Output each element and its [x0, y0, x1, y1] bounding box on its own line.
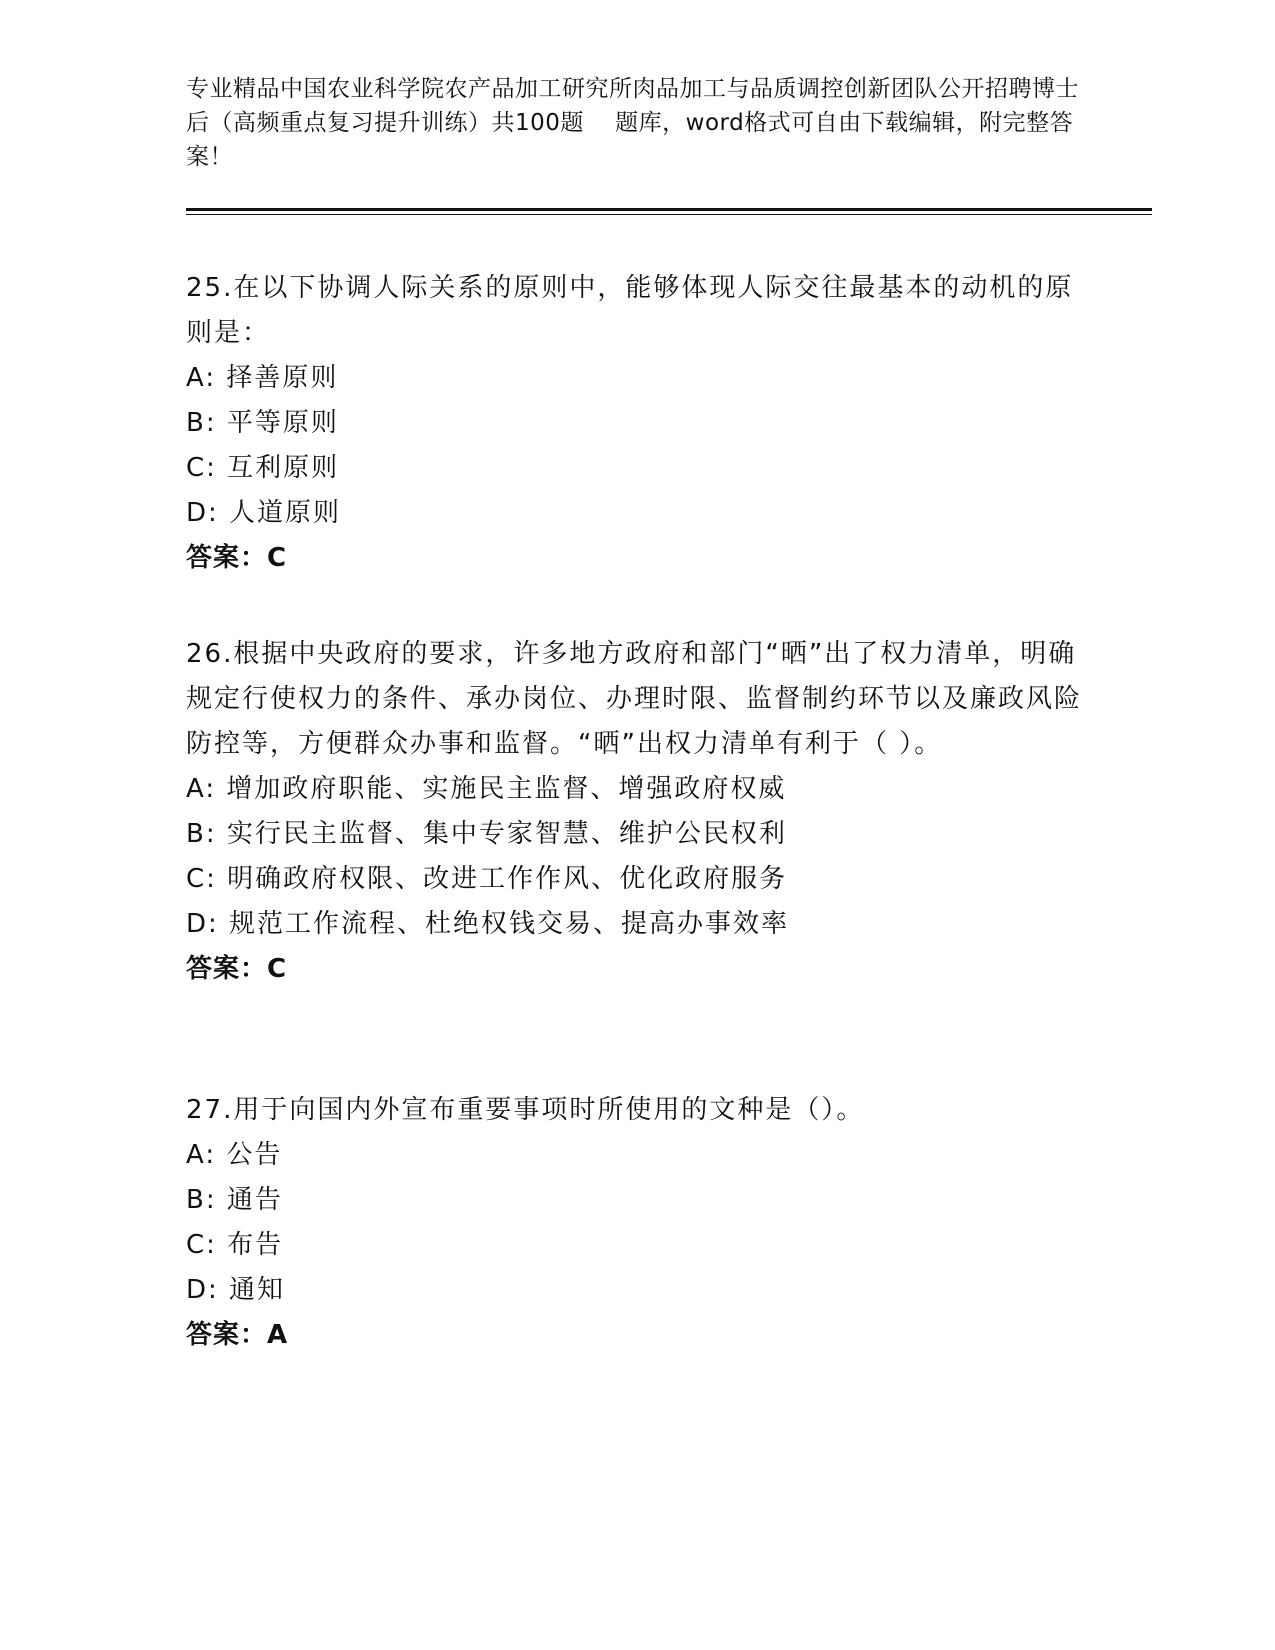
document-header: 专业精品中国农业科学院农产品加工研究所肉品加工与品质调控创新团队公开招聘博士后（高频重点复习提升训练）共100题 题库，word格式可自由下载编辑，附完整答案！ [186, 76, 1079, 170]
option-d: D: 通知 [186, 1275, 286, 1305]
option-b: B: 平等原则 [186, 408, 339, 438]
answer-line: 答案：A [186, 1320, 289, 1350]
option-d: D: 人道原则 [186, 498, 342, 528]
option-c: C: 布告 [186, 1230, 284, 1260]
option-c: C: 明确政府权限、改进工作作风、优化政府服务 [186, 864, 788, 894]
question-stem: 25.在以下协调人际关系的原则中，能够体现人际交往最基本的动机的原则是： [186, 273, 1074, 348]
question-stem: 26.根据中央政府的要求，许多地方政府和部门“晒”出了权力清单，明确规定行使权力的条件、承办岗位、办理时限、监督制约环节以及廉政风险防控等，方便群众办事和监督。“晒”出权力清单有利于（ ）。 [186, 639, 1083, 759]
answer-line: 答案：C [186, 543, 288, 573]
answer-line: 答案：C [186, 954, 288, 984]
option-c: C: 互利原则 [186, 453, 340, 483]
question-25 [186, 266, 1086, 581]
option-a: A: 择善原则 [186, 363, 339, 393]
option-b: B: 实行民主监督、集中专家智慧、维护公民权利 [186, 819, 787, 849]
header-divider-thin [186, 214, 1152, 215]
option-d: D: 规范工作流程、杜绝权钱交易、提高办事效率 [186, 909, 790, 939]
question-26 [186, 632, 1086, 992]
option-b: B: 通告 [186, 1185, 283, 1215]
question-27 [186, 1088, 1086, 1358]
option-a: A: 公告 [186, 1140, 283, 1170]
header-divider-thick [186, 208, 1152, 211]
option-a: A: 增加政府职能、实施民主监督、增强政府权威 [186, 774, 787, 804]
question-stem: 27.用于向国内外宣布重要事项时所使用的文种是（）。 [186, 1095, 865, 1125]
